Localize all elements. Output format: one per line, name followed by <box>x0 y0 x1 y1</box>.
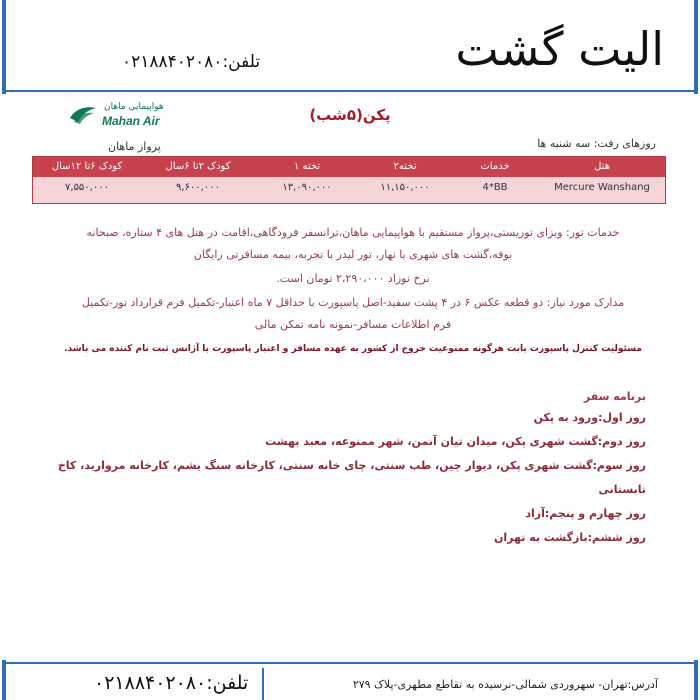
table-row <box>33 177 665 203</box>
cell-hotel: Mercure Wanshang <box>554 182 650 193</box>
header-child-6-12: کودک ۶تا ۱۲سال <box>51 161 123 172</box>
brand-title: الیت گشت <box>455 22 664 76</box>
itinerary-day-1: روز اول:ورود به پکن <box>533 411 646 424</box>
cell-single: ۱۳,۰۹۰,۰۰۰ <box>282 182 332 193</box>
cell-child-6-12: ۷,۵۵۰,۰۰۰ <box>65 182 109 193</box>
itinerary-day-6: روز ششم:بازگشت به تهران <box>493 531 646 544</box>
footer-divider <box>262 668 264 700</box>
header-single: ۱ تخته <box>293 161 321 172</box>
infant-price: نرخ نوزاد ۲،۲۹۰،۰۰۰ تومان است. <box>276 272 430 285</box>
cell-double: ۱۱,۱۵۰,۰۰۰ <box>380 182 430 193</box>
footer-rule <box>2 662 698 664</box>
header-left-bar <box>2 0 6 94</box>
airline-name: پرواز ماهان <box>108 140 161 153</box>
header-child-2-6: کودک ۲تا ۶سال <box>165 161 231 172</box>
documents-line-1: مدارک مورد نیاز: دو قطعه عکس ۶ در ۴ پشت سفید-اصل پاسپورت با حداقل ۷ ماه اعتبار-تکمیل فرم قرارداد تور-تکمیل <box>81 296 625 309</box>
footer-right-bar <box>694 660 698 700</box>
header-rule <box>2 90 698 92</box>
itinerary-list <box>46 406 646 550</box>
table-header-row <box>33 157 665 177</box>
services-line-1: خدمات تور: ویزای توریستی،پرواز مستقیم با هواپیمایی ماهان،ترانسفر فرودگاهی،اقامت در هتل های ۴ ستاره، صبحانه <box>86 226 620 239</box>
price-table <box>32 156 666 204</box>
header-phone: تلفن:۰۲۱۸۸۴۰۲۰۸۰ <box>122 52 261 72</box>
itinerary-day-2: روز دوم:گشت شهری پکن، میدان تیان آنمن، شهر ممنوعه، معبد بهشت <box>265 435 646 448</box>
itinerary-title: برنامه سفر <box>583 390 646 403</box>
itinerary-day-3: روز سوم:گشت شهری پکن، دیوار چین، طب سنتی، چای خانه سنتی، کارخانه سنگ یشم، کارخانه مروارید، کاخ تابستانی <box>57 459 646 496</box>
logo-en-text: Mahan Air <box>102 114 160 128</box>
itinerary-day-4-5: روز چهارم و پنجم:آزاد <box>525 507 646 520</box>
tour-title: پکن(۵شب) <box>309 106 391 124</box>
passport-disclaimer: مسئولیت کنترل پاسپورت بابت هرگونه ممنوعیت خروج از کشور به عهده مسافر و اعتبار پاسپورت با آژانس ثبت نام کننده می باشد. <box>64 344 642 354</box>
header <box>0 0 700 94</box>
header-double: ۲تخته <box>393 161 417 172</box>
cell-child-2-6: ۹,۶۰۰,۰۰۰ <box>176 182 220 193</box>
logo-fa-text: هواپیمایی ماهان <box>104 102 164 112</box>
cell-services: 4*BB <box>482 182 508 193</box>
header-services: خدمات <box>480 161 510 172</box>
documents-line-2: فرم اطلاعات مسافر-نمونه نامه تمکن مالی <box>254 318 452 331</box>
departure-days: روزهای رفت: سه شنبه ها <box>537 137 656 150</box>
header-right-bar <box>694 0 698 94</box>
header-hotel: هتل <box>594 161 610 172</box>
footer-left-bar <box>2 660 6 700</box>
footer-phone: تلفن:۰۲۱۸۸۴۰۲۰۸۰ <box>94 672 249 694</box>
services-line-2: بوفه،گشت های شهری با نهار، تور لیدر با تجربه، بیمه مسافرتی رایگان <box>193 248 513 261</box>
footer-address: آدرس:تهران- سهروردی شمالی-نرسیده به تقاطع مطهری-پلاک ۲۷۹ <box>352 678 658 691</box>
